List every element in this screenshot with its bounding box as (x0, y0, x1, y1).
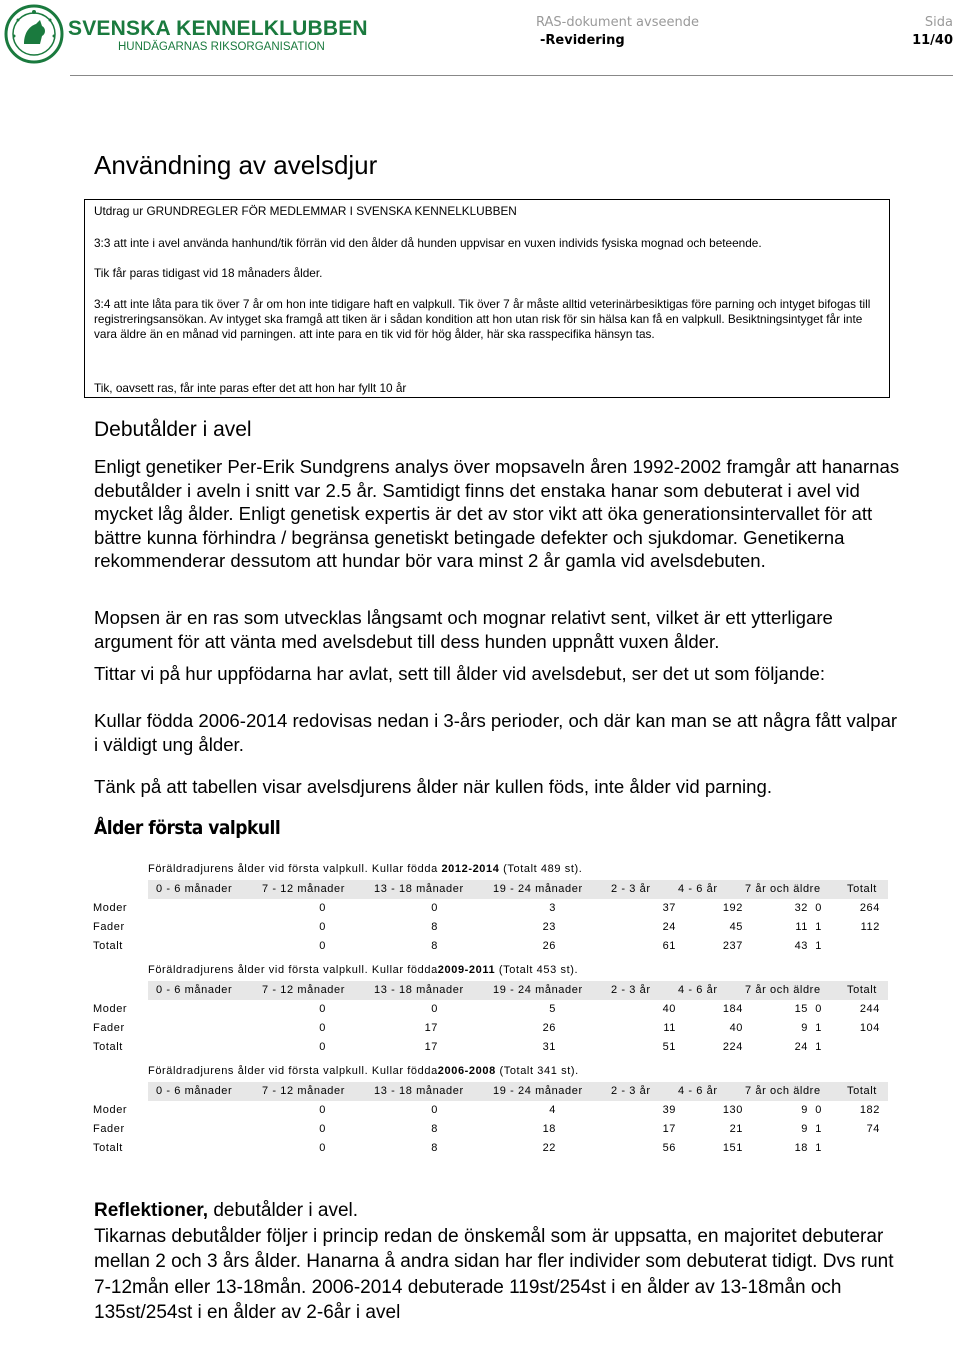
table-row-totalt: Totalt 0 8 26 61 237 43 1 (93, 940, 822, 952)
table-caption: Föräldradjurens ålder vid första valpkull. Kullar födda2006-2008 (Totalt 341 st). (148, 1065, 579, 1077)
table-header-row (148, 1082, 888, 1101)
excerpt-heading: Utdrag ur GRUNDREGLER FÖR MEDLEMMAR I SVENSKA KENNELKLUBBEN (94, 204, 517, 218)
section-heading: Debutålder i avel (94, 418, 252, 441)
page-title: Användning av avelsdjur (94, 150, 378, 180)
column-header: 2 - 3 år (611, 1085, 651, 1097)
column-header: 0 - 6 månader (156, 883, 233, 895)
table-caption: Föräldradjurens ålder vid första valpkull. Kullar födda2009-2011 (Totalt 453 st). (148, 964, 579, 976)
header-divider (70, 75, 953, 76)
table-row-fader: Fader 0 8 23 24 45 11 1 112 (93, 921, 880, 933)
org-name: SVENSKA KENNELKLUBBEN (68, 17, 368, 40)
table-header-row (148, 880, 888, 899)
column-header: Totalt (847, 1085, 877, 1097)
table-row-moder: Moder 0 0 3 37 192 32 0 264 (93, 902, 880, 914)
table-row-moder: Moder 0 0 4 39 130 9 0 182 (93, 1104, 880, 1116)
table-row-fader: Fader 0 17 26 11 40 9 1 104 (93, 1022, 880, 1034)
column-header: Totalt (847, 883, 877, 895)
column-header: 7 - 12 månader (262, 1085, 345, 1097)
excerpt-rule-3-3: 3:3 att inte i avel använda hanhund/tik förrän vid den ålder då hunden uppvisar en vuxen individs fysiska mognad och beteende. (94, 236, 762, 250)
table-2009-2011 (88, 963, 888, 1063)
rules-excerpt-box (84, 199, 890, 398)
column-header: 7 år och äldre (745, 1085, 821, 1097)
table-row-moder: Moder 0 0 5 40 184 15 0 244 (93, 1003, 880, 1015)
table-2006-2008 (88, 1064, 888, 1164)
column-header: 7 år och äldre (745, 984, 821, 996)
table-2012-2014 (88, 862, 888, 962)
column-header: 2 - 3 år (611, 883, 651, 895)
column-header: 2 - 3 år (611, 984, 651, 996)
page-number: 11/40 (912, 33, 953, 48)
paragraph-note: Tänk på att tabellen visar avelsdjurens ålder när kullen föds, inte ålder vid parning. (94, 776, 773, 797)
reflection-section (94, 1198, 904, 1326)
excerpt-rule-3-4: 3:4 att inte låta para tik över 7 år om hon inte tidigare haft en valpkull. Tik över 7 år måste alltid veterinärbesiktigas före parning och intyget bifogas till registreringsansökan. Av intyget ska framgå att tiken är i sådan kondition att hon utan risk för sin hälsa kan få en valpkull. Besiktningsintyget får inte vara äldre än en månad vid parningen. att inte para en tik vid för hög ålder, här ska rasspecifika hänsyn tas. (94, 297, 871, 341)
table-caption: Föräldradjurens ålder vid första valpkull. Kullar födda 2012-2014 (Totalt 489 st). (148, 863, 583, 875)
column-header: Totalt (847, 984, 877, 996)
column-header: 7 år och äldre (745, 883, 821, 895)
column-header: 19 - 24 månader (493, 1085, 583, 1097)
table-row-fader: Fader 0 8 18 17 21 9 1 74 (93, 1123, 880, 1135)
table-row-totalt: Totalt 0 17 31 51 224 24 1 (93, 1041, 822, 1053)
column-header: 4 - 6 år (678, 984, 718, 996)
column-header: 0 - 6 månader (156, 1085, 233, 1097)
column-header: 19 - 24 månader (493, 883, 583, 895)
column-header: 19 - 24 månader (493, 984, 583, 996)
reflection-heading: Reflektioner, debutålder i avel. (94, 1200, 359, 1221)
paragraph-genetics: Enligt genetiker Per-Erik Sundgrens analys över mopsaveln åren 1992-2002 framgår att hanarnas debutålder i aveln i snitt var 2.5 år. Samtidigt finns det enstaka hanar som debuterat i avel vid mycket låg ålder. Enligt genetisk expertis är det av stor vikt att öka generationsintervallet för att bättre kunna förhindra / begränsa genetiskt betingade defekter och sjukdomar. Genetikerna rekommenderar dessutom att hundar bör vara minst 2 år gamla vid avelsdebuten. (94, 456, 900, 571)
paragraph-litters: Kullar födda 2006-2014 redovisas nedan i 3-års perioder, och där kan man se att några fått valpar i väldigt ung ålder. (94, 710, 898, 755)
doc-title: -Revidering (540, 33, 625, 48)
reflection-body: Tikarnas debutålder följer i princip redan de önskemål som är uppsatta, en majoritet debuterar mellan 2 och 3 års ålder. Hanarna å andra sidan har fler individer som debuterat tidigt. Dvs runt 7-12mån eller 13-18mån. 2006-2014 debuterade 119st/254st i en ålder av 13-18mån och 135st/254st i en ålder av 2-6år i avel (94, 1225, 894, 1323)
column-header: 0 - 6 månader (156, 984, 233, 996)
paragraph-breeders: Tittar vi på hur uppfödarna har avlat, sett till ålder vid avelsdebut, ser det ut som följande: (94, 663, 826, 684)
kennel-club-seal-icon (4, 4, 64, 64)
column-header: 13 - 18 månader (374, 883, 464, 895)
table-header-row (148, 981, 888, 1000)
column-header: 13 - 18 månader (374, 1085, 464, 1097)
page-header (0, 0, 960, 80)
column-header: 4 - 6 år (678, 883, 718, 895)
excerpt-rule-18-months: Tik får paras tidigast vid 18 månaders ålder. (94, 266, 323, 280)
column-header: 13 - 18 månader (374, 984, 464, 996)
doc-label: RAS-dokument avseende (536, 15, 699, 30)
table-heading: Ålder första valpkull (94, 817, 281, 839)
paragraph-maturity: Mopsen är en ras som utvecklas långsamt och mognar relativt sent, vilket är ett ytterligare argument för att vänta med avelsdebut till dess hunden uppnått vuxen ålder. (94, 607, 833, 652)
column-header: 7 - 12 månader (262, 883, 345, 895)
table-row-totalt: Totalt 0 8 22 56 151 18 1 (93, 1142, 822, 1154)
column-header: 4 - 6 år (678, 1085, 718, 1097)
column-header: 7 - 12 månader (262, 984, 345, 996)
org-tagline: HUNDÄGARNAS RIKSORGANISATION (118, 41, 325, 53)
page-label: Sida (924, 15, 953, 30)
excerpt-rule-10-years: Tik, oavsett ras, får inte paras efter det att hon har fyllt 10 år (94, 381, 407, 395)
